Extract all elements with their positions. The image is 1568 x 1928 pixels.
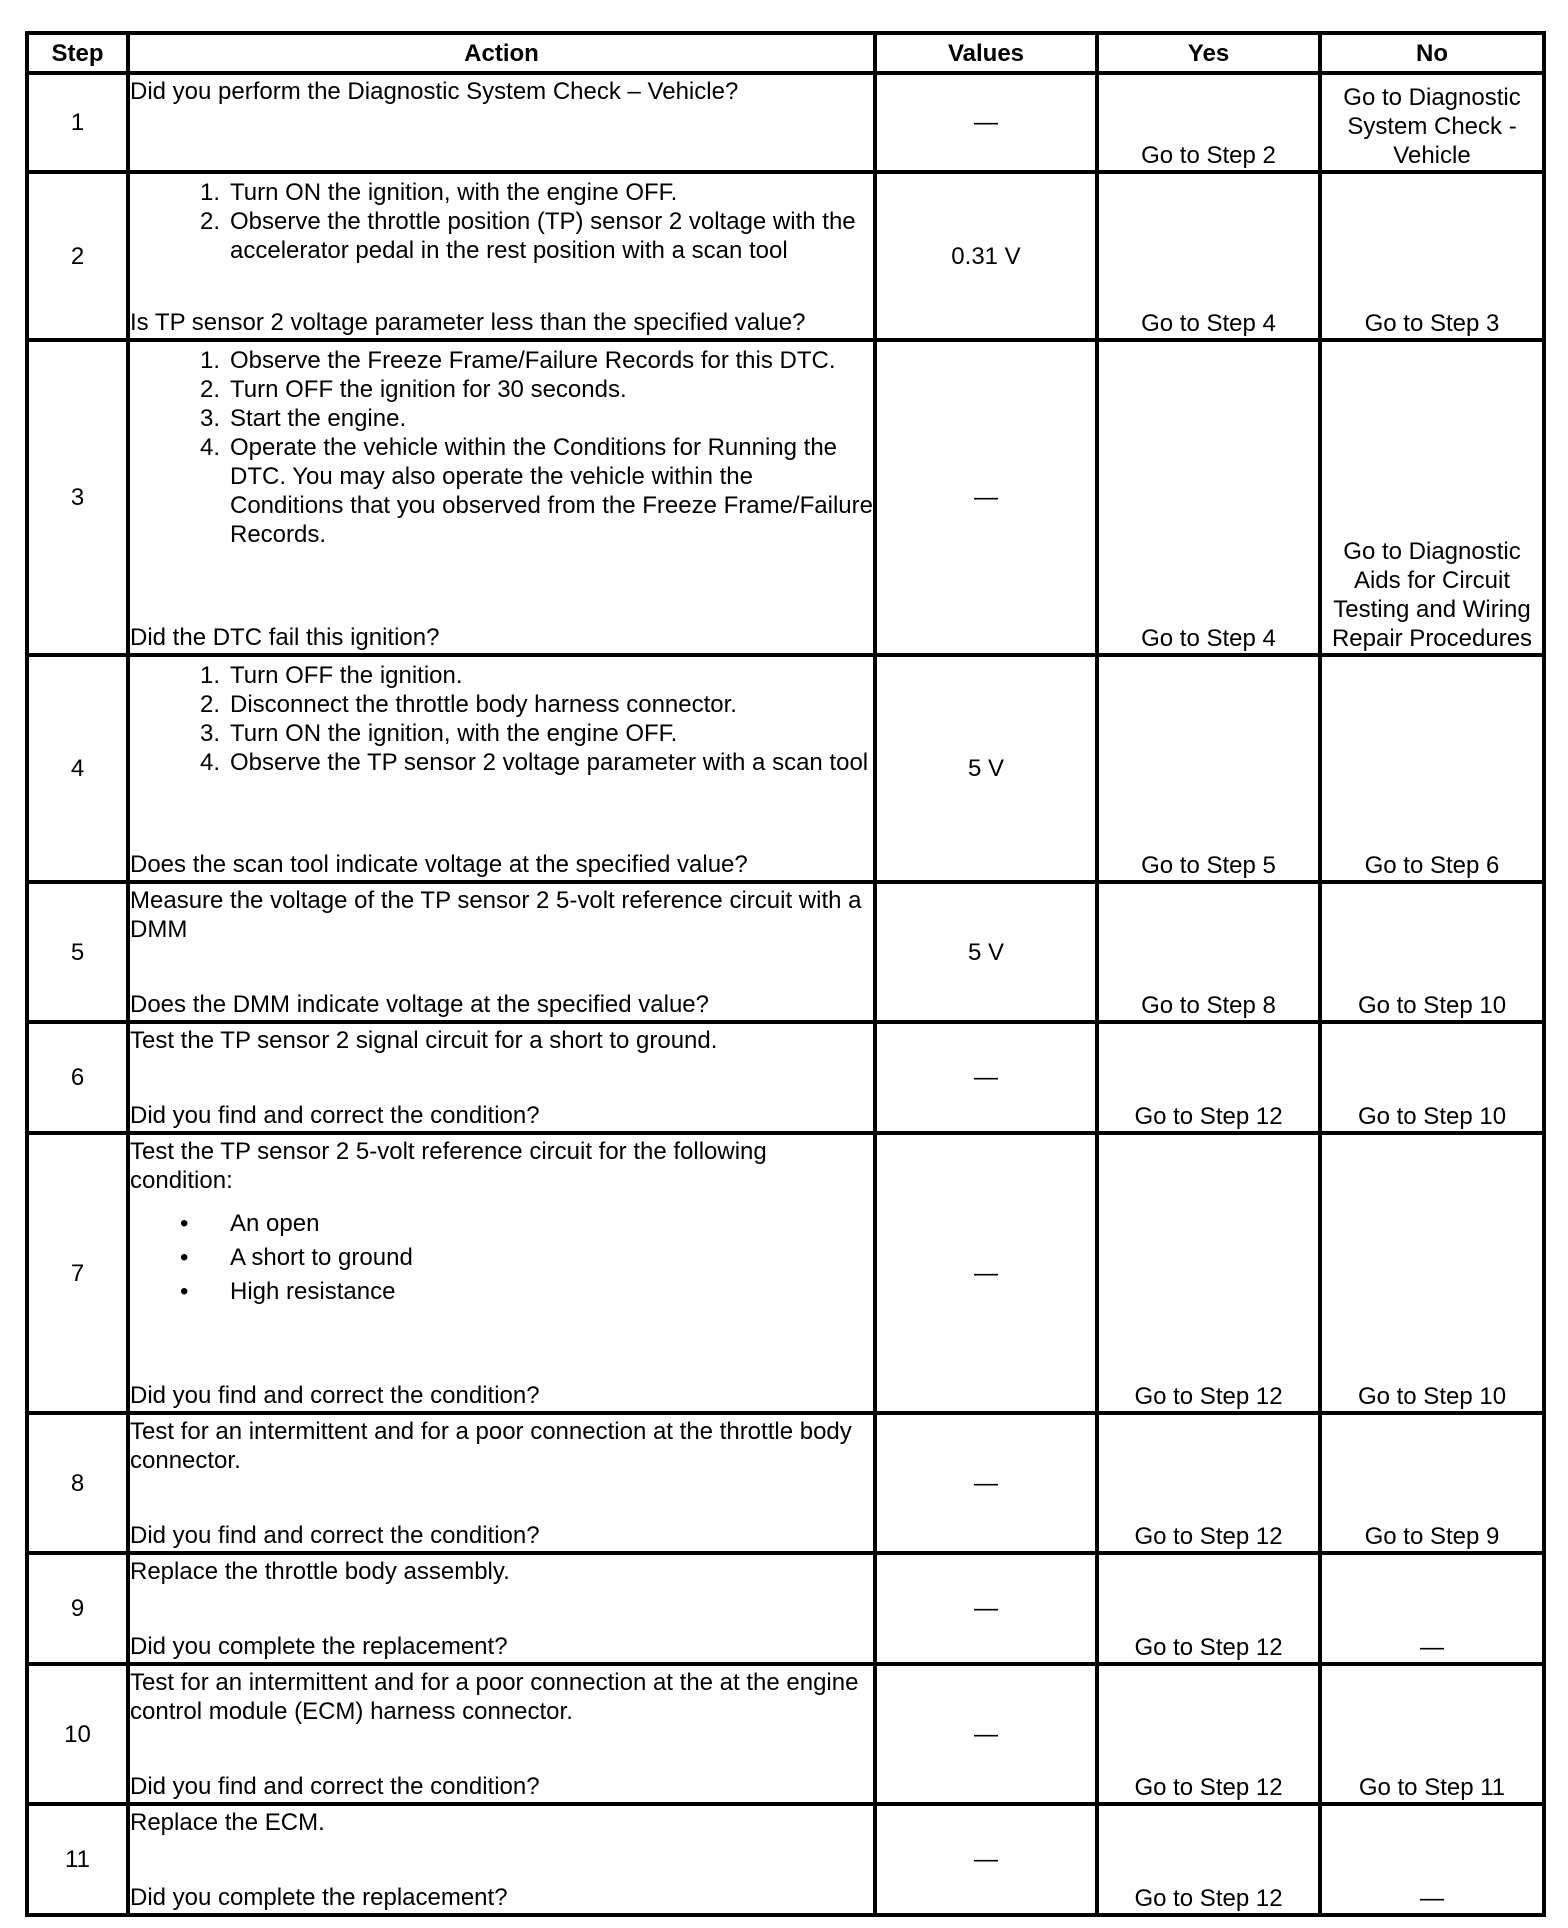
action-question: Did the DTC fail this ignition? <box>130 624 440 651</box>
yes-outcome: Go to Step 12 <box>1097 1664 1320 1804</box>
action-content <box>130 1135 873 1411</box>
spec-value: 0.31 V <box>875 172 1097 340</box>
condition-list <box>130 1207 873 1309</box>
action-top <box>130 1806 873 1837</box>
no-outcome: Go to Step 11 <box>1320 1664 1544 1804</box>
step-number: 9 <box>27 1553 128 1664</box>
action-steps-list <box>130 178 873 265</box>
action-step-text: Turn OFF the ignition. <box>230 662 463 689</box>
no-outcome: — <box>1320 1553 1544 1664</box>
action-cell <box>128 1022 875 1133</box>
spec-value: — <box>875 1553 1097 1664</box>
yes-outcome: Go to Step 4 <box>1097 172 1320 340</box>
action-question: Did you find and correct the condition? <box>130 1102 540 1129</box>
action-content <box>130 1666 873 1802</box>
condition-item <box>130 1241 873 1275</box>
step-number: 5 <box>27 882 128 1022</box>
no-outcome: Go to Diagnostic Aids for Circuit Testing and Wiring Repair Procedures <box>1320 340 1544 655</box>
action-top <box>130 657 873 777</box>
action-step-text: Observe the Freeze Frame/Failure Records for this DTC. <box>230 347 836 374</box>
action-step <box>130 404 873 433</box>
action-step-text: Turn ON the ignition, with the engine OFF. <box>230 179 678 206</box>
bullet-icon: • <box>180 1244 189 1271</box>
table-row <box>27 655 1544 882</box>
action-step <box>130 690 873 719</box>
step-number: 11 <box>27 1804 128 1915</box>
action-top <box>130 1135 873 1309</box>
table-row <box>27 1664 1544 1804</box>
action-step-number: 3. <box>199 405 220 432</box>
action-question: Did you complete the replacement? <box>130 1884 508 1911</box>
spec-value: — <box>875 1664 1097 1804</box>
action-step-number: 4. <box>199 749 220 776</box>
step-number: 6 <box>27 1022 128 1133</box>
action-step <box>130 433 873 549</box>
action-steps-list <box>130 346 873 549</box>
step-number: 1 <box>27 73 128 172</box>
condition-text: A short to ground <box>230 1244 413 1271</box>
action-top <box>130 1555 873 1586</box>
action-top <box>130 1666 873 1726</box>
action-instruction: Test the TP sensor 2 5-volt reference circuit for the following condition: <box>130 1138 767 1194</box>
table-row <box>27 1022 1544 1133</box>
action-step <box>130 375 873 404</box>
step-number: 10 <box>27 1664 128 1804</box>
table-row <box>27 882 1544 1022</box>
header-row <box>27 33 1544 73</box>
action-content <box>130 342 873 653</box>
table-body <box>27 73 1544 1915</box>
action-content <box>130 75 873 170</box>
action-cell <box>128 73 875 172</box>
action-cell <box>128 1804 875 1915</box>
action-step <box>130 661 873 690</box>
action-content <box>130 1024 873 1131</box>
step-number: 4 <box>27 655 128 882</box>
condition-text: An open <box>230 1210 320 1237</box>
yes-outcome: Go to Step 12 <box>1097 1553 1320 1664</box>
action-step-text: Start the engine. <box>230 405 407 432</box>
action-step-text: Turn OFF the ignition for 30 seconds. <box>230 376 627 403</box>
yes-outcome: Go to Step 12 <box>1097 1804 1320 1915</box>
spec-value: — <box>875 1133 1097 1413</box>
header-action: Action <box>128 33 875 73</box>
header-yes: Yes <box>1097 33 1320 73</box>
action-instruction: Test for an intermittent and for a poor connection at the throttle body connector. <box>130 1418 852 1474</box>
action-step-number: 1. <box>199 662 220 689</box>
table-row <box>27 1553 1544 1664</box>
action-step <box>130 346 873 375</box>
action-step <box>130 719 873 748</box>
action-instruction: Test the TP sensor 2 signal circuit for a short to ground. <box>130 1027 718 1054</box>
action-steps-list <box>130 661 873 777</box>
action-question: Did you find and correct the condition? <box>130 1522 540 1549</box>
action-question: Is TP sensor 2 voltage parameter less than the specified value? <box>130 309 806 336</box>
action-content <box>130 884 873 1020</box>
action-step-text: Turn ON the ignition, with the engine OFF. <box>230 720 678 747</box>
yes-outcome: Go to Step 8 <box>1097 882 1320 1022</box>
yes-outcome: Go to Step 5 <box>1097 655 1320 882</box>
table-row <box>27 1133 1544 1413</box>
action-instruction: Replace the throttle body assembly. <box>130 1558 510 1585</box>
table-row <box>27 172 1544 340</box>
action-question: Did you find and correct the condition? <box>130 1382 540 1409</box>
yes-outcome: Go to Step 2 <box>1097 73 1320 172</box>
no-outcome: Go to Step 3 <box>1320 172 1544 340</box>
action-top <box>130 342 873 549</box>
step-number: 3 <box>27 340 128 655</box>
spec-value: 5 V <box>875 882 1097 1022</box>
action-top <box>130 1415 873 1475</box>
action-top <box>130 884 873 944</box>
action-step-text: Operate the vehicle within the Conditions for Running the DTC. You may also operate the vehicle within the Conditions that you observed from the Freeze Frame/Failure Records. <box>230 434 873 548</box>
action-step <box>130 178 873 207</box>
step-number: 2 <box>27 172 128 340</box>
condition-item <box>130 1207 873 1241</box>
no-outcome: Go to Step 6 <box>1320 655 1544 882</box>
action-top <box>130 1024 873 1055</box>
action-step-number: 1. <box>199 347 220 374</box>
action-cell <box>128 882 875 1022</box>
action-content <box>130 1415 873 1551</box>
action-question: Did you complete the replacement? <box>130 1633 508 1660</box>
action-top <box>130 75 873 106</box>
no-outcome: Go to Step 10 <box>1320 882 1544 1022</box>
table-row <box>27 340 1544 655</box>
action-step-text: Observe the TP sensor 2 voltage parameter with a scan tool <box>230 749 869 776</box>
action-step-number: 2. <box>199 376 220 403</box>
action-content <box>130 174 873 338</box>
spec-value: — <box>875 340 1097 655</box>
yes-outcome: Go to Step 4 <box>1097 340 1320 655</box>
bullet-icon: • <box>180 1210 189 1237</box>
action-step-text: Observe the throttle position (TP) sensor 2 voltage with the accelerator pedal in the rest position with a scan tool <box>230 208 856 264</box>
action-content <box>130 1555 873 1662</box>
spec-value: — <box>875 73 1097 172</box>
yes-outcome: Go to Step 12 <box>1097 1133 1320 1413</box>
action-step <box>130 207 873 265</box>
spec-value: 5 V <box>875 655 1097 882</box>
condition-item <box>130 1275 873 1309</box>
no-outcome: — <box>1320 1804 1544 1915</box>
action-instruction: Replace the ECM. <box>130 1809 325 1836</box>
no-outcome: Go to Step 9 <box>1320 1413 1544 1553</box>
action-top <box>130 174 873 265</box>
bullet-icon: • <box>180 1278 189 1305</box>
action-content <box>130 1806 873 1913</box>
step-number: 7 <box>27 1133 128 1413</box>
action-step-number: 1. <box>199 179 220 206</box>
action-instruction: Test for an intermittent and for a poor connection at the at the engine control module (ECM) harness connector. <box>130 1669 859 1725</box>
action-step-number: 2. <box>199 208 220 235</box>
header-no: No <box>1320 33 1544 73</box>
header-step: Step <box>27 33 128 73</box>
table-row <box>27 73 1544 172</box>
condition-text: High resistance <box>230 1278 396 1305</box>
no-outcome: Go to Step 10 <box>1320 1133 1544 1413</box>
action-cell <box>128 172 875 340</box>
yes-outcome: Go to Step 12 <box>1097 1022 1320 1133</box>
action-step-text: Disconnect the throttle body harness connector. <box>230 691 737 718</box>
action-question: Does the scan tool indicate voltage at the specified value? <box>130 851 748 878</box>
action-cell <box>128 655 875 882</box>
action-cell <box>128 340 875 655</box>
action-question: Did you find and correct the condition? <box>130 1773 540 1800</box>
action-step-number: 4. <box>199 434 220 461</box>
spec-value: — <box>875 1413 1097 1553</box>
step-number: 8 <box>27 1413 128 1553</box>
action-cell <box>128 1133 875 1413</box>
no-outcome: Go to Diagnostic System Check - Vehicle <box>1320 73 1544 172</box>
action-content <box>130 657 873 880</box>
spec-value: — <box>875 1022 1097 1133</box>
action-instruction: Measure the voltage of the TP sensor 2 5-volt reference circuit with a DMM <box>130 887 862 943</box>
action-step-number: 2. <box>199 691 220 718</box>
no-outcome: Go to Step 10 <box>1320 1022 1544 1133</box>
action-step-number: 3. <box>199 720 220 747</box>
action-cell <box>128 1413 875 1553</box>
action-instruction: Did you perform the Diagnostic System Check – Vehicle? <box>130 78 739 105</box>
table-row <box>27 1413 1544 1553</box>
action-step <box>130 748 873 777</box>
action-question: Does the DMM indicate voltage at the specified value? <box>130 991 709 1018</box>
spec-value: — <box>875 1804 1097 1915</box>
header-values: Values <box>875 33 1097 73</box>
yes-outcome: Go to Step 12 <box>1097 1413 1320 1553</box>
action-cell <box>128 1553 875 1664</box>
diagnostic-table <box>25 31 1546 1917</box>
table-row <box>27 1804 1544 1915</box>
action-cell <box>128 1664 875 1804</box>
